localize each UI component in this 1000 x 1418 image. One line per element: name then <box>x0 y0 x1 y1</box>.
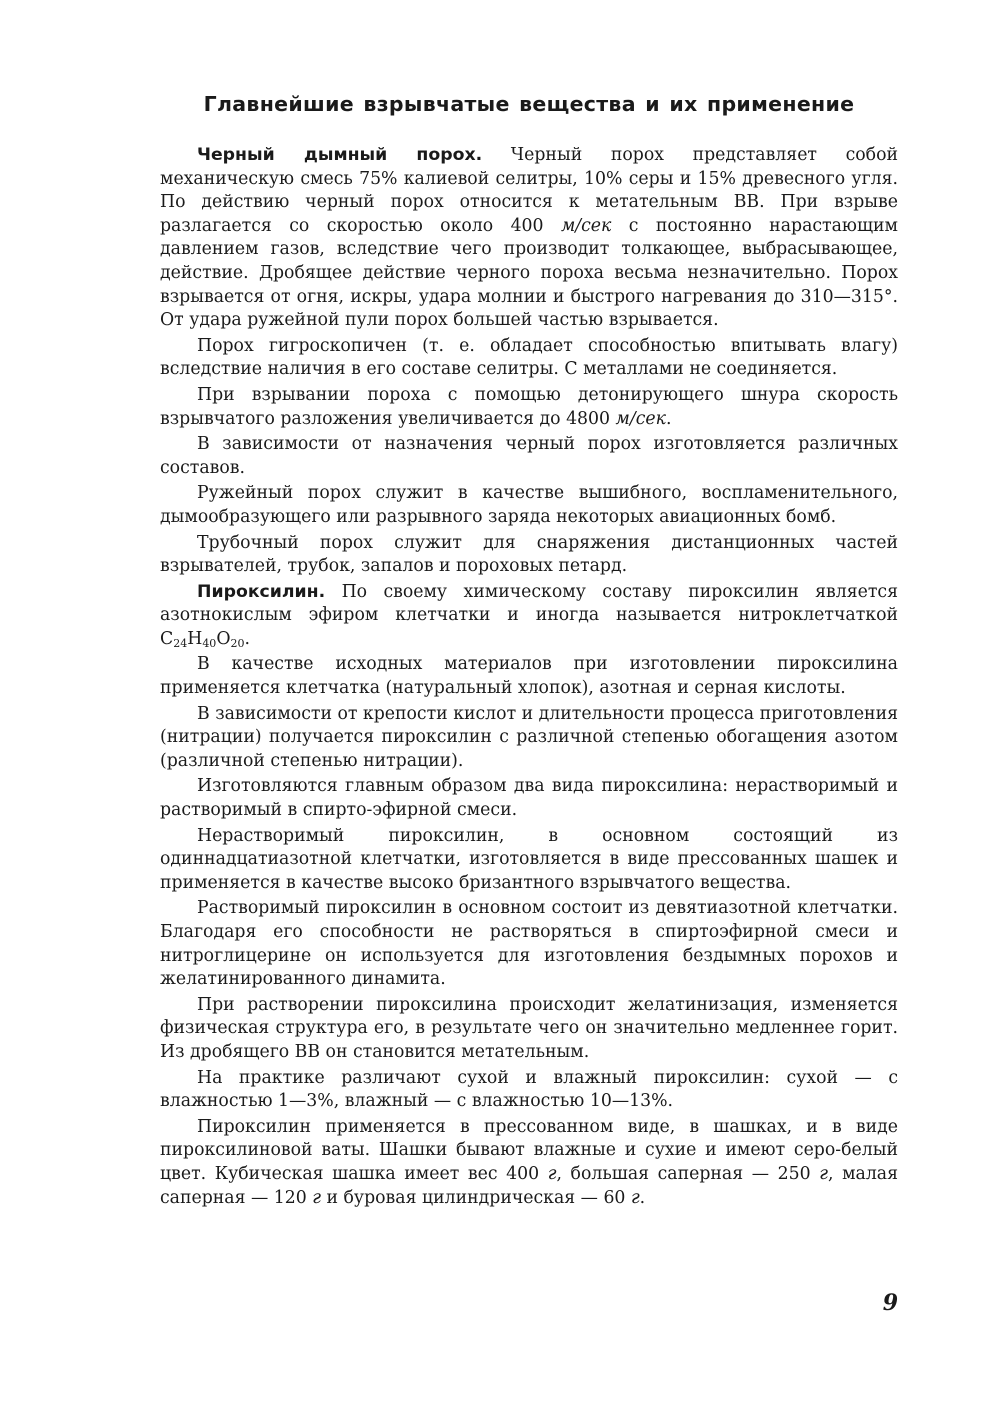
unit-label: г <box>312 1187 321 1208</box>
unit-label: г <box>630 1187 640 1208</box>
paragraph: На практике различают сухой и влажный пироксилин: сухой — с влажностью 1—3%, влажный — с влажностью 10—13%. <box>160 1067 898 1112</box>
paragraph: Трубочный порох служит для снаряжения дистанционных частей взрывателей, трубок, запалов и пороховых петард. <box>160 532 898 577</box>
paragraph: Ружейный порох служит в качестве вышибного, воспламенительного, дымообразующего или разрывного заряда некоторых авиационных бомб. <box>160 483 898 527</box>
paragraph: В зависимости от назначения черный порох изготовляется различных составов. <box>160 434 898 478</box>
paragraph-text: . <box>665 408 672 429</box>
paragraph-black-powder <box>160 144 898 333</box>
paragraph-lead: Черный дымный порох. <box>197 145 483 165</box>
unit-label: м/сек <box>560 215 612 236</box>
paragraph: Растворимый пироксилин в основном состоит из девятиазотной клетчатки. Благодаря его способности не растворяться в спиртоэфирной смеси и нитроглицерине он используется для изготовления бездымных порохов и желатинированного динамита. <box>160 898 898 990</box>
page-title: Главнейшие взрывчатые вещества и их применение <box>203 92 855 116</box>
paragraph <box>160 1116 898 1210</box>
paragraph <box>160 384 898 431</box>
paragraph: В качестве исходных материалов при изготовлении пироксилина применяется клетчатка (натуральный хлопок), азотная и серная кислоты. <box>160 654 898 699</box>
paragraph-text: и буровая цилиндрическая — 60 <box>321 1187 631 1208</box>
page-number: 9 <box>882 1290 898 1316</box>
paragraph-text: При взрывании пороха с помощью детонирующего шнура скорость взрывчатого разложения увеличивается до 4800 <box>160 384 898 429</box>
paragraph-text: Пироксилин применяется в прессованном виде, в шашках, и в виде пироксилиновой ваты. Шашки бывают влажные и сухие и имеют серо-белый цвет. Кубическая шашка имеет вес 400 <box>160 1116 898 1184</box>
document-body <box>160 144 898 1212</box>
paragraph-text: с постоянно нарастающим давлением газов, вследствие чего производит толкающее, выбрасывающее, действие. Дробящее действие черного пороха весьма незначительно. Порох взрывается от огня, искры, удара молнии и быстрого нагревания до 310—315°. От удара ружейной пули порох большей частью взрывается. <box>160 215 898 331</box>
unit-label: г <box>819 1163 828 1184</box>
paragraph-lead: Пироксилин. <box>197 581 326 602</box>
paragraph-text: , малая саперная — 120 <box>160 1163 899 1208</box>
paragraph: В зависимости от крепости кислот и длительности процесса приготовления (нитрации) получается пироксилин с различной степенью обогащения азотом (различной степенью нитрации). <box>160 703 898 771</box>
paragraph-text: , большая саперная — 250 <box>556 1163 820 1184</box>
paragraph-text: Черный порох представляет собой механическую смесь 75% калиевой селитры, 10% серы и 15% древесного угля. По действию черный порох относится к метательным ВВ. При взрыве разлагается со скоростью около 400 <box>160 145 899 236</box>
paragraph-text: . <box>244 628 250 649</box>
paragraph-text: По своему химическому составу пироксилин является азотнокислым эфиром клетчатки и иногда называется нитроклетчаткой <box>160 581 898 626</box>
paragraph: При растворении пироксилина происходит желатинизация, изменяется физическая структура его, в результате чего он значительно медленнее горит. Из дробящего ВВ он становится метательным. <box>160 994 898 1062</box>
unit-label: м/сек <box>615 408 666 429</box>
chemical-formula: $C_{24}H_{40}O_{20}$ <box>160 628 245 650</box>
paragraph-text: . <box>639 1187 646 1208</box>
paragraph-pyroxylin <box>160 581 898 652</box>
unit-label: г <box>547 1163 557 1184</box>
paragraph: Нерастворимый пироксилин, в основном состоящий из одиннадцатиазотной клетчатки, изготовляется в виде прессованных шашек и применяется в качестве высоко бризантного взрывчатого вещества. <box>160 825 898 893</box>
paragraph: Порох гигроскопичен (т. е. обладает способностью впитывать влагу) вследствие наличия в его составе селитры. С металлами не соединяется. <box>160 335 898 380</box>
paragraph: Изготовляются главным образом два вида пироксилина: нерастворимый и растворимый в спирто-эфирной смеси. <box>160 776 898 821</box>
